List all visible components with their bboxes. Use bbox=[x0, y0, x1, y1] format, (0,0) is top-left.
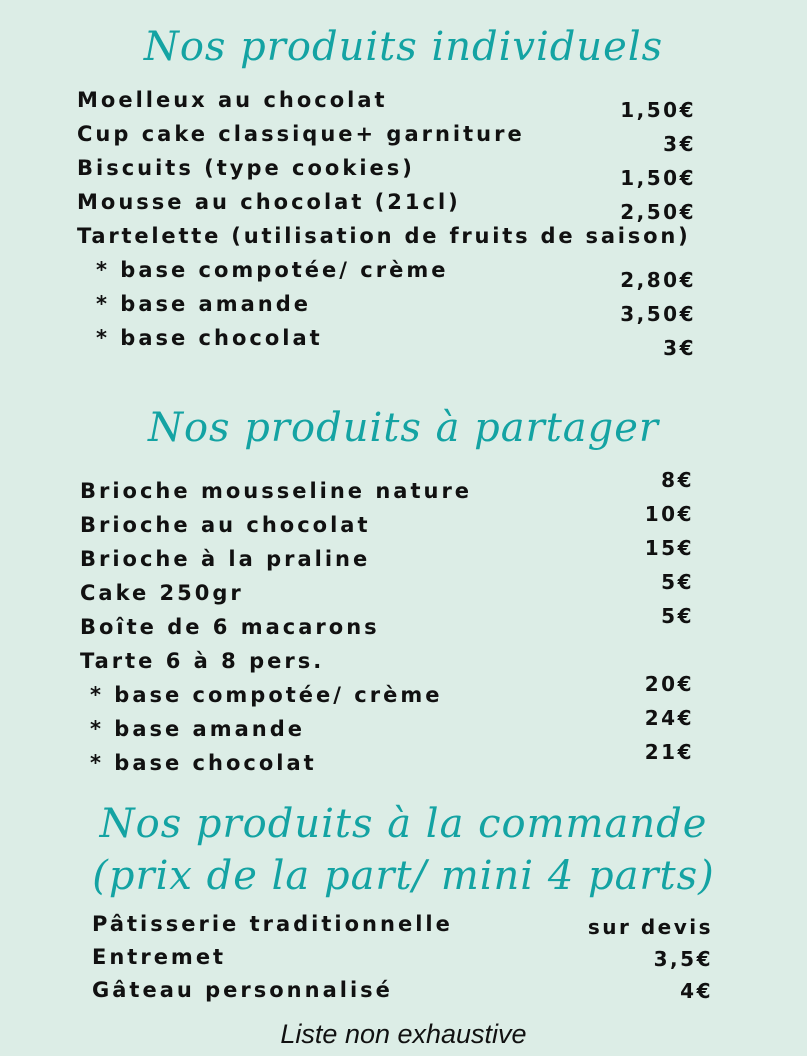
item-price: 21€ bbox=[644, 740, 694, 764]
item-price: 20€ bbox=[644, 672, 694, 696]
item-name: * base compotée/ crème bbox=[90, 683, 443, 707]
item-name: * base compotée/ crème bbox=[96, 258, 449, 282]
item-name: Tarte 6 à 8 pers. bbox=[80, 649, 325, 673]
item-name: Cup cake classique+ garniture bbox=[77, 122, 525, 146]
item-price: 3,50€ bbox=[620, 302, 696, 326]
section-order-subtitle: (prix de la part/ mini 4 parts) bbox=[92, 853, 715, 899]
section-share-title: Nos produits à partager bbox=[147, 405, 660, 451]
item-name: Brioche au chocolat bbox=[80, 513, 371, 537]
item-price: 5€ bbox=[661, 604, 694, 628]
item-price: 5€ bbox=[661, 570, 694, 594]
item-price: 1,50€ bbox=[620, 98, 696, 122]
item-price: 3€ bbox=[663, 132, 696, 156]
item-price: 24€ bbox=[644, 706, 694, 730]
item-name: Boîte de 6 macarons bbox=[80, 615, 380, 639]
item-name: * base amande bbox=[96, 292, 311, 316]
item-name: Entremet bbox=[92, 945, 227, 969]
item-name: * base chocolat bbox=[90, 751, 317, 775]
item-price: 2,80€ bbox=[620, 268, 696, 292]
item-price: 10€ bbox=[644, 502, 694, 526]
item-price: 3,5€ bbox=[653, 947, 713, 971]
item-name: Brioche à la praline bbox=[80, 547, 371, 571]
item-name: Pâtisserie traditionnelle bbox=[92, 912, 453, 936]
section-order-title: Nos produits à la commande bbox=[99, 801, 708, 847]
item-name: * base amande bbox=[90, 717, 305, 741]
item-name: Cake 250gr bbox=[80, 581, 244, 605]
item-name: * base chocolat bbox=[96, 326, 323, 350]
item-price: 4€ bbox=[680, 979, 713, 1003]
footer-note: Liste non exhaustive bbox=[280, 1019, 527, 1049]
item-price: 8€ bbox=[661, 468, 694, 492]
item-name: Mousse au chocolat (21cl) bbox=[77, 190, 461, 214]
item-price: 3€ bbox=[663, 336, 696, 360]
item-price: 2,50€ bbox=[620, 200, 696, 224]
item-name: Brioche mousseline nature bbox=[80, 479, 473, 503]
item-price: sur devis bbox=[587, 915, 713, 939]
item-name: Biscuits (type cookies) bbox=[77, 156, 415, 180]
item-name: Gâteau personnalisé bbox=[92, 978, 393, 1002]
item-price: 15€ bbox=[644, 536, 694, 560]
section-individual-title: Nos produits individuels bbox=[143, 24, 664, 70]
item-name: Tartelette (utilisation de fruits de saison) bbox=[77, 224, 691, 248]
item-price: 1,50€ bbox=[620, 166, 696, 190]
item-name: Moelleux au chocolat bbox=[77, 88, 388, 112]
